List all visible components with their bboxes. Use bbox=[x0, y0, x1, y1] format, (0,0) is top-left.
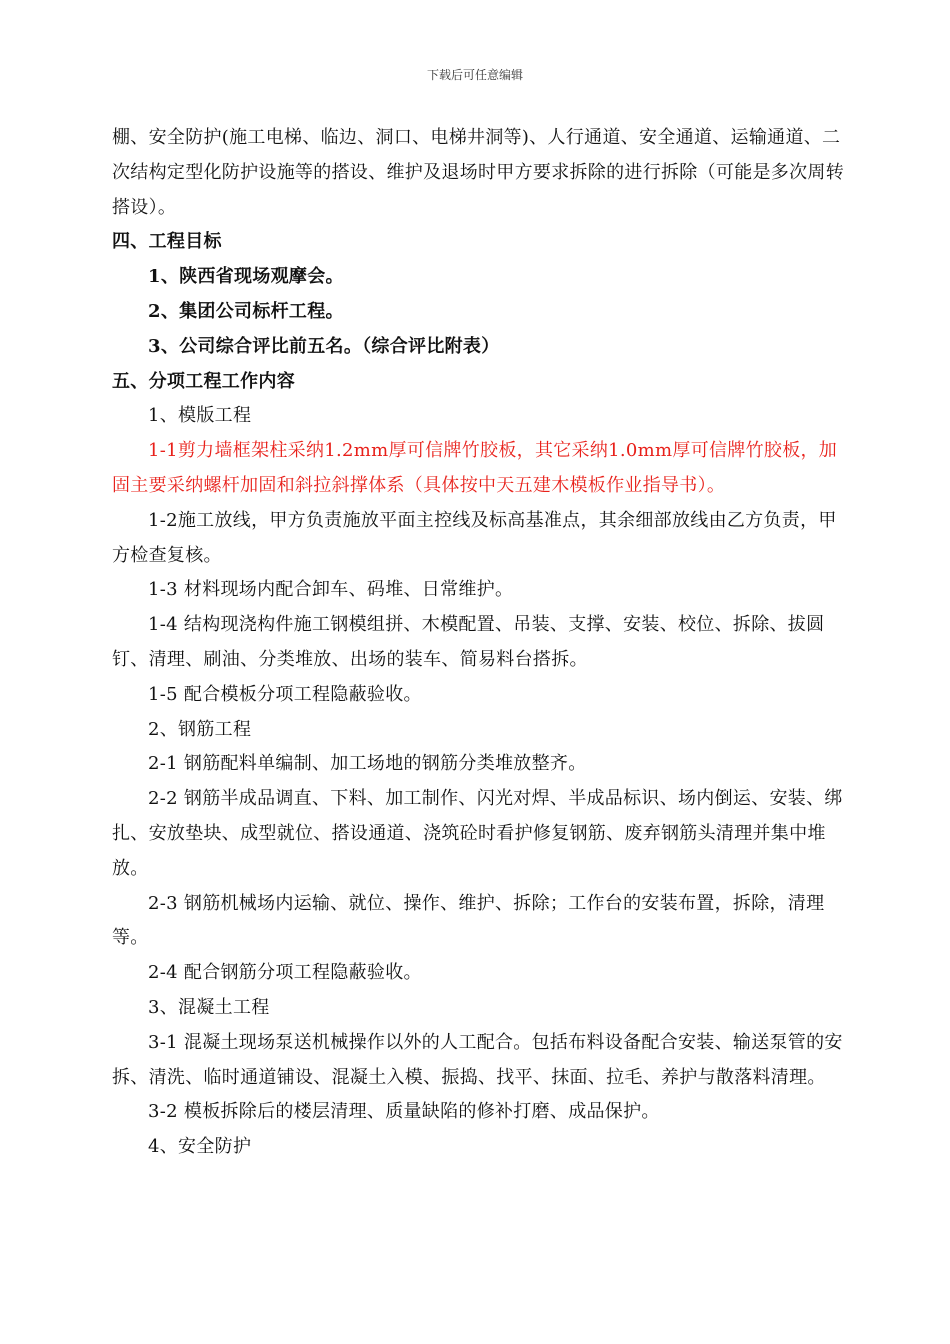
paragraph-2-3: 2-3 钢筋机械场内运输、就位、操作、维护、拆除；工作台的安装布置，拆除，清理等。 bbox=[112, 892, 825, 949]
paragraph-1-4: 1-4 结构现浇构件施工钢模组拼、木模配置、吊装、支撑、安装、校位、拆除、拔圆钉、清理、刷油、分类堆放、出场的装车、简易料台搭拆。 bbox=[112, 614, 825, 670]
paragraph-continuation: 棚、安全防护(施工电梯、临边、洞口、电梯井洞等)、人行通道、安全通道、运输通道、二次结构定型化防护设施等的搭设、维护及退场时甲方要求拆除的进行拆除（可能是多次周转搭设）。 bbox=[112, 127, 844, 218]
paragraph-1-3: 1-3 材料现场内配合卸车、码堆、日常维护。 bbox=[148, 579, 514, 601]
heading-project-goals: 四、工程目标 bbox=[112, 231, 222, 253]
goal-item-3: 3、公司综合评比前五名。（综合评比附表） bbox=[148, 335, 500, 357]
paragraph-2-4: 2-4 配合钢筋分项工程隐蔽验收。 bbox=[148, 962, 422, 984]
document-body bbox=[112, 121, 852, 1165]
paragraph-1-1: 1-1剪力墙框架柱采纳1.2mm厚可信牌竹胶板，其它采纳1.0mm厚可信牌竹胶板，加固主要采纳螺杆加固和斜拉斜撑体系（具体按中天五建木模板作业指导书）。 bbox=[112, 440, 838, 496]
page-header: 下载后可任意编辑 bbox=[426, 68, 523, 82]
subheading-safety: 4、安全防护 bbox=[148, 1136, 252, 1158]
paragraph-1-5: 1-5 配合模板分项工程隐蔽验收。 bbox=[148, 683, 422, 705]
subheading-rebar: 2、钢筋工程 bbox=[148, 718, 252, 740]
subheading-concrete: 3、混凝土工程 bbox=[148, 996, 270, 1018]
goal-item-1: 1、陕西省现场观摩会。 bbox=[148, 266, 344, 288]
subheading-formwork: 1、模版工程 bbox=[148, 405, 252, 427]
paragraph-2-1: 2-1 钢筋配料单编制、加工场地的钢筋分类堆放整齐。 bbox=[148, 753, 587, 775]
heading-work-content: 五、分项工程工作内容 bbox=[112, 370, 295, 392]
paragraph-2-2: 2-2 钢筋半成品调直、下料、加工制作、闪光对焊、半成品标识、场内倒运、安装、绑扎、安放垫块、成型就位、搭设通道、浇筑砼时看护修复钢筋、废弃钢筋头清理并集中堆放。 bbox=[112, 788, 843, 879]
paragraph-3-2: 3-2 模板拆除后的楼层清理、质量缺陷的修补打磨、成品保护。 bbox=[148, 1101, 660, 1123]
paragraph-1-2: 1-2施工放线，甲方负责施放平面主控线及标高基准点，其余细部放线由乙方负责，甲方检查复核。 bbox=[112, 509, 837, 566]
goal-item-2: 2、集团公司标杆工程。 bbox=[148, 300, 344, 322]
paragraph-3-1: 3-1 混凝土现场泵送机械操作以外的人工配合。包括布料设备配合安装、输送泵管的安拆、清洗、临时通道铺设、混凝土入模、振捣、找平、抹面、拉毛、养护与散落料清理。 bbox=[112, 1031, 843, 1088]
